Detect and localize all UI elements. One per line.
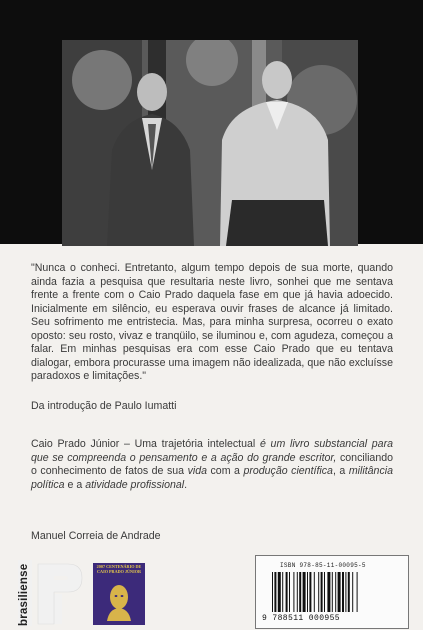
- portrait-icon: [103, 581, 135, 621]
- review-keyword-science: produção científica: [243, 465, 333, 477]
- isbn-number: ISBN 978-85-11-00095-5: [280, 562, 366, 569]
- barcode-icon: [272, 572, 394, 612]
- review-author: Manuel Correia de Andrade: [31, 530, 161, 542]
- barcode-box: [255, 555, 409, 629]
- review-keyword-politics: militância política: [31, 465, 393, 491]
- review-text: [31, 438, 393, 492]
- review-end: .: [184, 478, 188, 491]
- review-keyword-life: vida: [187, 465, 207, 477]
- review-title: Caio Prado Júnior – Uma trajetória intelectual: [31, 438, 260, 450]
- review-phrase: é um livro substancial para que se compreenda o pensamento e a ação do grande escritor,: [31, 438, 393, 464]
- publisher-logo-icon: [36, 562, 84, 626]
- review-connector: conciliando o conhecimento de fatos de sua: [31, 451, 393, 477]
- author-photograph: [62, 40, 358, 246]
- review-connector-3: , a: [332, 465, 349, 477]
- introduction-quote: "Nunca o conheci. Entretanto, algum tempo depois de sua morte, quando ainda fazia a pesquisa que resultaria neste livro, sonhei que me sentava frente a frente com o Caio Prado daquela fase em que já havia adoecido. Inicialmente em silêncio, eu esperava ouvir frases de alcance já limitado. Seu sofrimento me entristecia. Mas, para minha surpresa, ocorreu o exato oposto: seu rosto, vivaz e tranqüilo, se iluminou e, com agudeza, começou a falar. Em minhas pesquisas era com esse Caio Prado que eu tentava dialogar, embora procurasse uma imagem não idealizada, que não excluísse paradoxos e limitações.": [31, 262, 393, 382]
- centenary-seal: [93, 563, 145, 625]
- review-connector-4: e a: [64, 478, 86, 491]
- introduction-credit: Da introdução de Paulo Iumatti: [31, 400, 177, 412]
- review-connector-2: com a: [207, 465, 244, 477]
- publisher-name: brasiliense: [18, 563, 30, 626]
- centenary-seal-text: 2007 CENTENÁRIO DE CAIO PRADO JÚNIOR: [96, 564, 142, 574]
- barcode-digits: 9 788511 000955: [262, 614, 341, 623]
- review-keyword-profession: atividade profissional: [85, 478, 185, 491]
